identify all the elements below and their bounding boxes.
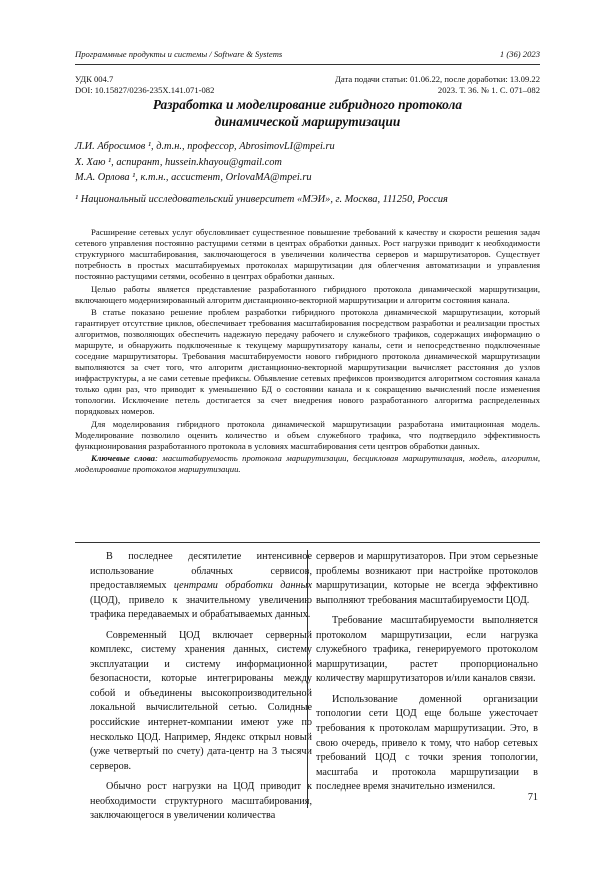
abstract-paragraph: В статье показано решение проблем разработки гибридного протокола динамической маршрутизации, который гарантирует отсутствие циклов, обеспечивает требования масштабирования посредством разработки и реализации простых алгоритмов, позволяющих обеспечить надежную передачу рабочего и служебного трафиков, содержащих информацию о маршруте, и обнаружить подключенные к текущему маршрутизатору каналы, сети и непосредственно подключенные соседние маршрутизаторы. Требования масштабируемости нового гибридного протокола динамической маршрутизации выполняются за счет того, что алгоритм дистанционно-векторной маршрутизации вычисляет расстояния до узлов инфраструктуры, а не сами сетевые префиксы. Объявление сетевых префиксов производится алгоритмом состояния канала только один раз, что приводит к уменьшению БД о состоянии канала и к сокращению вычислений после изменения топологии. Исключение петель достигается за счет внедрения нового разработанного алгоритма распределенных порядковых номеров. xyxy=(75,307,540,416)
doi: DOI: 10.15827/0236-235X.141.071-082 xyxy=(75,85,215,95)
term-italic: центрами обработки данных xyxy=(173,580,312,592)
author-1: Л.И. Абросимов ¹, д.т.н., профессор, AbrosimovLI@mpei.ru xyxy=(75,141,335,152)
body-paragraph xyxy=(90,550,312,623)
body-column-left xyxy=(90,550,312,824)
keywords-text: : масштабируемость протокола маршрутизации, бесцикловая маршрутизация, модель, алгоритм, моделирование протоколов маршрутизации. xyxy=(75,453,540,475)
issue-number: 1 (36) 2023 xyxy=(499,49,540,59)
keywords-label: Ключевые слова xyxy=(91,453,155,464)
title-line-2: динамической маршрутизации xyxy=(214,113,401,129)
keywords xyxy=(75,453,540,475)
author-2: Х. Хаю ¹, аспирант, hussein.khayou@gmail.com xyxy=(75,156,282,168)
title-line-1: Разработка и моделирование гибридного протокола xyxy=(152,97,463,112)
body-paragraph: серверов и маршрутизаторов. При этом серьезные проблемы возникают при настройке протоколов маршрутизации, которые не всегда эффективно выполняют требования масштабируемости ЦОД. xyxy=(316,551,538,606)
author-3: М.А. Орлова ¹, к.т.н., ассистент, OrlovaMA@mpei.ru xyxy=(75,172,312,183)
body-text: (ЦОД), привело к значительному увеличению трафика передаваемых и обрабатываемых данных. xyxy=(90,594,312,621)
body-column-right xyxy=(316,550,538,795)
body-text: В последнее десятилетие интенсивное использование облачных сервисов, предоставляемых xyxy=(90,551,312,592)
volume-info: 2023. Т. 36. № 1. С. 071–082 xyxy=(437,85,540,95)
abstract-separator xyxy=(75,542,540,543)
affiliation: ¹ Национальный исследовательский университет «МЭИ», г. Москва, 111250, Россия xyxy=(75,194,448,205)
body-paragraph: Использование доменной организации топологии сети ЦОД еще больше ужесточает требования к протоколам маршрутизации. Это, в свою очередь, привело к тому, что набор сетевых требований ЦОД с точки зрения топологии, масштаба и протокола маршрутизации в последнее время значительно изменился. xyxy=(316,693,538,793)
body-paragraph: Современный ЦОД включает серверный комплекс, систему хранения данных, систему эксплуатации и систему информационной безопасности, которые интегрированы между собой и объединены высокопроизводительной локальной вычислительной сетью. Солидные российские интернет-компании имеют уже по несколько ЦОД. Например, Яндекс открыл новый (уже четвертый по счету) дата-центр на 3 тысячи серверов. xyxy=(90,629,312,772)
column-divider xyxy=(307,550,308,808)
header-rule xyxy=(75,64,540,65)
submission-dates: Дата подачи статьи: 01.06.22, после доработки: 13.09.22 xyxy=(335,74,540,84)
body-paragraph: Обычно рост нагрузки на ЦОД приводит к необходимости структурного масштабирования, заключающегося в увеличении количества xyxy=(90,781,312,822)
abstract-paragraph: Расширение сетевых услуг обусловливает существенное повышение требований к качеству и скорости решения задач сетевого управления постоянно растущими сетями в центрах обработки данных. Рост нагрузки приводит к необходимости структурного масштабирования, заключающегося в увеличении количества серверов и маршрутизаторов. Существует потребность в простых масштабируемых протоколах маршрутизации для облегчения автоматизации и управления постоянно растущими сетями, особенно в центрах обработки данных. xyxy=(75,227,540,281)
author-list xyxy=(75,139,540,186)
body-paragraph: Требование масштабируемости выполняется протоколом маршрутизации, если нагрузка служебного трафика, генерируемого протоколом маршрутизации, растет пропорционально количеству маршрутизаторов и/или каналов связи. xyxy=(316,615,538,685)
journal-name: Программные продукты и системы / Software & Systems xyxy=(75,49,283,59)
udc-code: УДК 004.7 xyxy=(75,74,114,84)
abstract xyxy=(75,227,540,475)
page-number: 71 xyxy=(527,792,538,803)
abstract-paragraph: Целью работы является представление разработанного гибридного протокола динамической маршрутизации, включающего модернизированный алгоритм дистанционно-векторной маршрутизации и алгоритм состояния канала. xyxy=(75,283,540,305)
article-title xyxy=(75,97,540,130)
abstract-paragraph: Для моделирования гибридного протокола динамической маршрутизации разработана имитационная модель. Моделирование позволило оценить количество и объем служебного трафика, что подтвердило эффективность функционирования разработанного протокола в условиях масштабирования сети центров обработки данных. xyxy=(75,418,540,451)
